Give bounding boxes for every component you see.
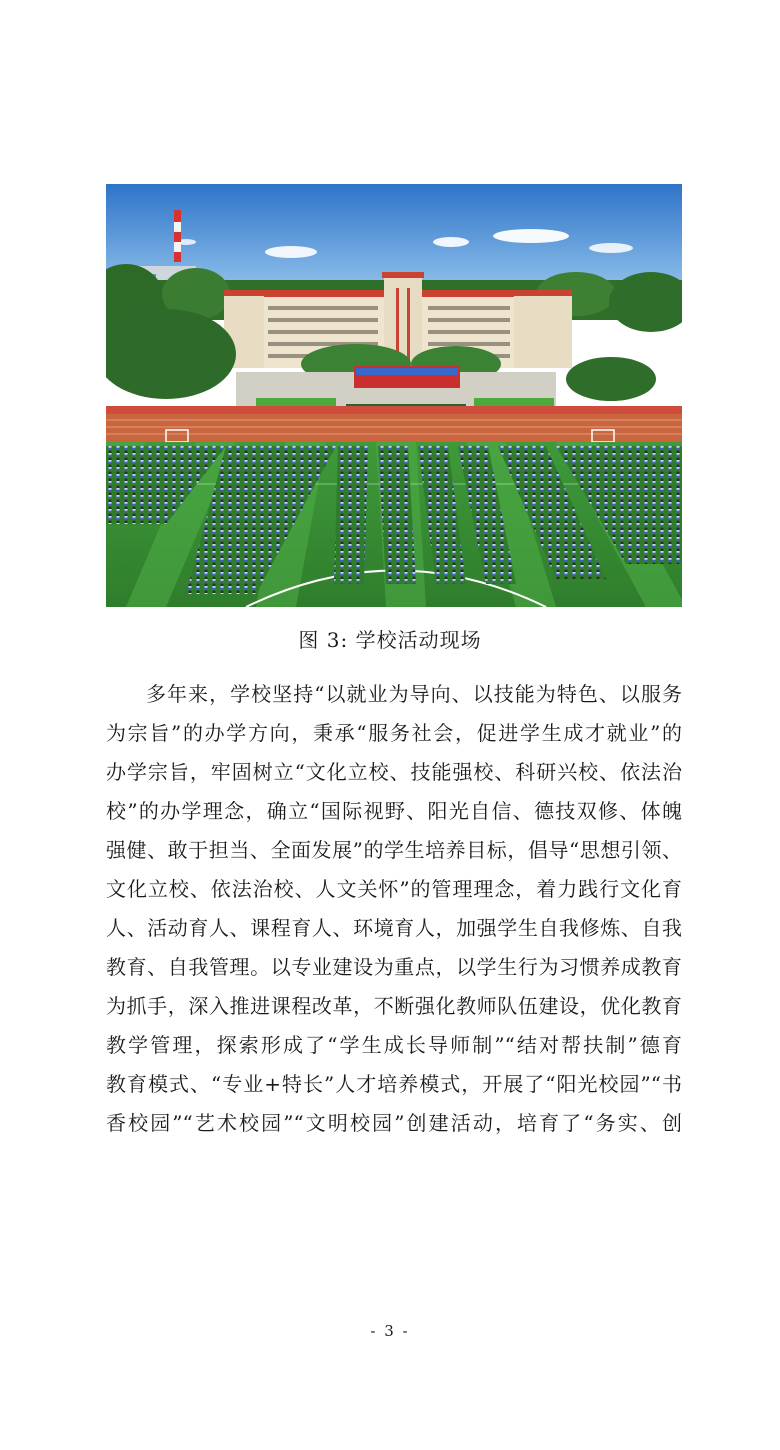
paragraph-line: 多年来，学校坚持“以就业为导向、以技能为特色、以服务 (146, 682, 682, 706)
running-track (106, 414, 682, 442)
campus-activity-photo (106, 184, 682, 607)
paragraph-line: 人、活动育人、课程育人、环境育人，加强学生自我修炼、自我 (106, 916, 682, 940)
paragraph-line: 教育模式、“专业+特长”人才培养模式，开展了“阳光校园”“书 (106, 1072, 682, 1096)
figure-caption: 图 3: 学校活动现场 (298, 628, 482, 652)
paragraph-line: 校”的办学理念，确立“国际视野、阳光自信、德技双修、体魄 (106, 799, 682, 823)
paragraph-line: 强健、敢于担当、全面发展”的学生培养目标，倡导“思想引领、 (106, 838, 682, 862)
paragraph-line: 办学宗旨，牢固树立“文化立校、技能强校、科研兴校、依法治 (106, 760, 682, 784)
paragraph-line: 文化立校、依法治校、人文关怀”的管理理念，着力践行文化育 (106, 877, 682, 901)
paragraph-line: 为抓手，深入推进课程改革，不断强化教师队伍建设，优化教育 (106, 994, 682, 1018)
paragraph-line: 教育、自我管理。以专业建设为重点，以学生行为习惯养成教育 (106, 955, 682, 979)
paragraph-line: 香校园”“艺术校园”“文明校园”创建活动，培育了“务实、创 (106, 1111, 682, 1135)
body-paragraph (106, 675, 682, 1143)
page-number: - 3 - (370, 1322, 410, 1340)
paragraph-line: 教学管理，探索形成了“学生成长导师制”“结对帮扶制”德育 (106, 1033, 682, 1057)
paragraph-line: 为宗旨”的办学方向，秉承“服务社会，促进学生成才就业”的 (106, 721, 682, 745)
